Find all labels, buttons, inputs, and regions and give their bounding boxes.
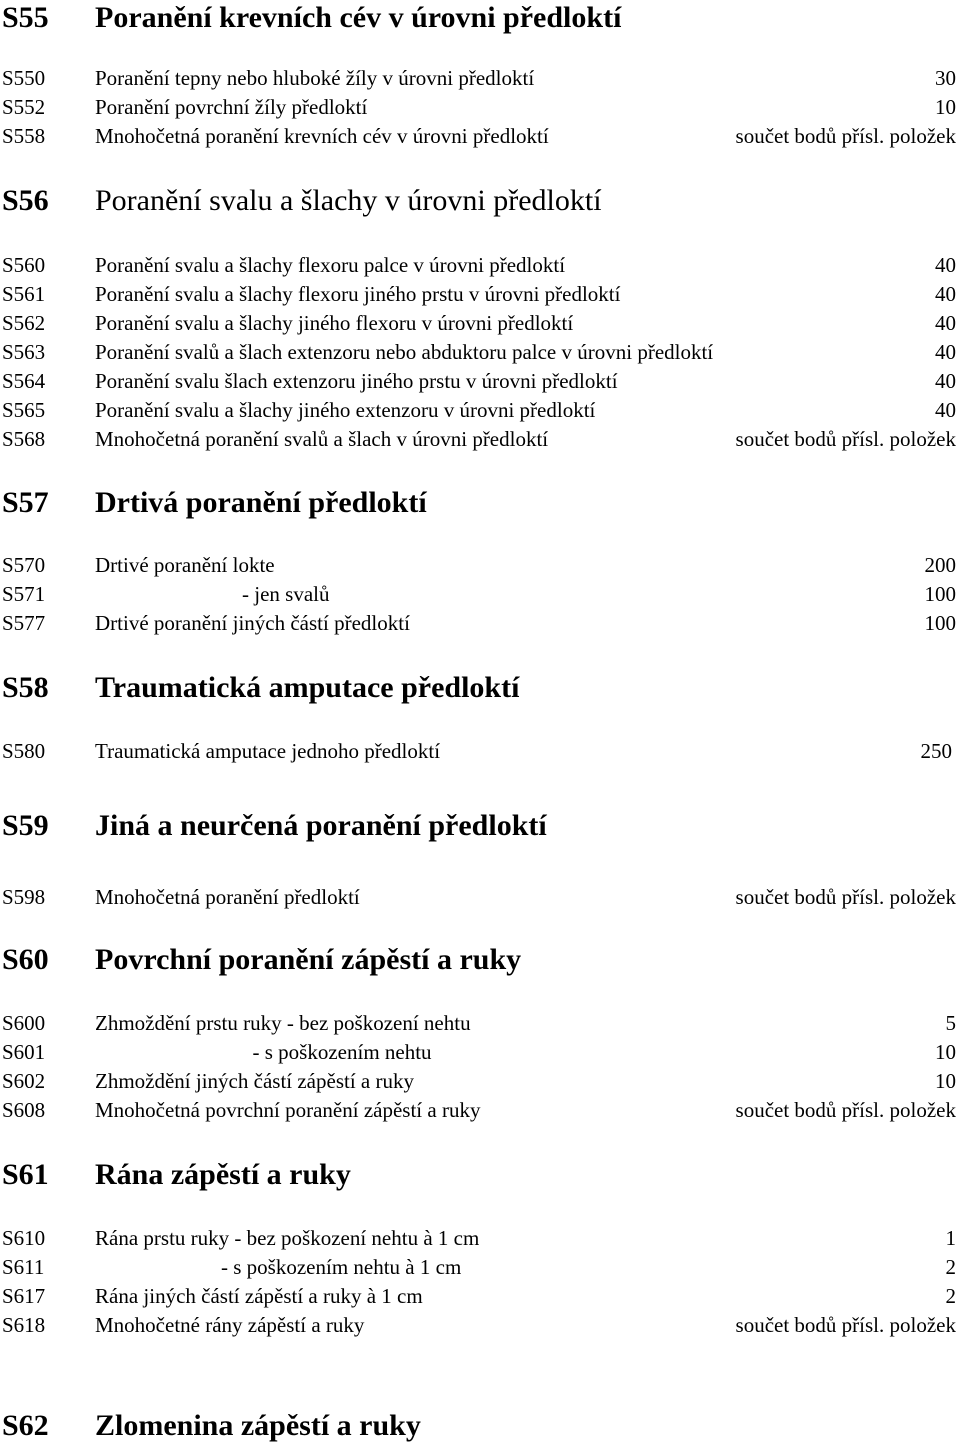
item-points: součet bodů přísl. položek xyxy=(735,124,956,148)
list-item xyxy=(0,1283,960,1309)
item-points: 5 xyxy=(945,1011,956,1035)
item-code: S560 xyxy=(2,253,46,277)
item-code: S568 xyxy=(2,427,46,451)
item-code: S570 xyxy=(2,553,46,577)
list-item xyxy=(0,552,960,578)
section-title: Drtivá poranění předloktí xyxy=(95,486,427,519)
item-code: S598 xyxy=(2,885,46,909)
item-description: Drtivé poranění lokte xyxy=(95,553,275,577)
list-item xyxy=(0,610,960,636)
section-heading xyxy=(0,1157,960,1197)
item-code: S580 xyxy=(2,739,46,763)
item-code: S610 xyxy=(2,1226,46,1250)
item-points: 40 xyxy=(935,311,956,335)
item-points: součet bodů přísl. položek xyxy=(735,1098,956,1122)
item-description: Poranění svalu a šlachy jiného extenzoru v úrovni předloktí xyxy=(95,398,596,422)
list-item xyxy=(0,1010,960,1036)
item-code: S565 xyxy=(2,398,46,422)
list-item xyxy=(0,94,960,120)
item-description: Poranění povrchní žíly předloktí xyxy=(95,95,368,119)
item-points: 10 xyxy=(935,95,956,119)
section-title: Zlomenina zápěstí a ruky xyxy=(95,1409,421,1442)
list-item xyxy=(0,1312,960,1338)
item-description: Poranění svalů a šlach extenzoru nebo abduktoru palce v úrovni předloktí xyxy=(95,340,714,364)
item-points: 40 xyxy=(935,398,956,422)
item-description: Rána prstu ruky - bez poškození nehtu à 1 cm xyxy=(95,1226,480,1250)
list-item xyxy=(0,884,960,910)
item-code: S552 xyxy=(2,95,46,119)
list-item xyxy=(0,123,960,149)
item-points: 40 xyxy=(935,282,956,306)
item-description: Zhmoždění prstu ruky - bez poškození nehtu xyxy=(95,1011,471,1035)
item-description: Poranění svalu a šlachy flexoru palce v úrovni předloktí xyxy=(95,253,566,277)
section-heading xyxy=(0,485,960,525)
item-code: S563 xyxy=(2,340,46,364)
section-code: S55 xyxy=(2,1,49,34)
item-points: součet bodů přísl. položek xyxy=(735,885,956,909)
section-title: Traumatická amputace předloktí xyxy=(95,671,520,704)
item-code: S562 xyxy=(2,311,46,335)
section-code: S58 xyxy=(2,671,49,704)
item-points: 250 xyxy=(920,739,952,763)
list-item xyxy=(0,397,960,423)
section-heading xyxy=(0,183,960,223)
item-points: součet bodů přísl. položek xyxy=(735,427,956,451)
section-heading xyxy=(0,808,960,848)
list-item xyxy=(0,339,960,365)
item-points: 200 xyxy=(924,553,956,577)
item-code: S601 xyxy=(2,1040,46,1064)
section-heading xyxy=(0,0,960,40)
list-item xyxy=(0,426,960,452)
item-description: Poranění svalu a šlachy jiného flexoru v úrovni předloktí xyxy=(95,311,574,335)
section-code: S59 xyxy=(2,809,49,842)
list-item xyxy=(0,368,960,394)
list-item xyxy=(0,1039,960,1065)
section-heading xyxy=(0,942,960,982)
item-points: 40 xyxy=(935,369,956,393)
section-code: S61 xyxy=(2,1158,49,1191)
item-code: S600 xyxy=(2,1011,46,1035)
item-points: 2 xyxy=(945,1255,956,1279)
list-item xyxy=(0,738,960,764)
list-item xyxy=(0,65,960,91)
item-code: S561 xyxy=(2,282,46,306)
section-title: Rána zápěstí a ruky xyxy=(95,1158,351,1191)
item-points: 40 xyxy=(935,253,956,277)
list-item xyxy=(0,310,960,336)
section-title: Poranění svalu a šlachy v úrovni předloktí xyxy=(95,184,602,217)
item-description: Mnohočetná poranění krevních cév v úrovni předloktí xyxy=(95,124,549,148)
item-description: Traumatická amputace jednoho předloktí xyxy=(95,739,441,763)
section-heading xyxy=(0,1408,960,1448)
list-item xyxy=(0,581,960,607)
item-description: Zhmoždění jiných částí zápěstí a ruky xyxy=(95,1069,414,1093)
item-description: Rána jiných částí zápěstí a ruky à 1 cm xyxy=(95,1284,423,1308)
item-description: Drtivé poranění jiných částí předloktí xyxy=(95,611,410,635)
item-code: S608 xyxy=(2,1098,46,1122)
item-code: S550 xyxy=(2,66,46,90)
item-code: S602 xyxy=(2,1069,46,1093)
item-description: Poranění svalu šlach extenzoru jiného prstu v úrovni předloktí xyxy=(95,369,618,393)
item-code: S577 xyxy=(2,611,46,635)
item-code: S564 xyxy=(2,369,46,393)
item-description: - s poškozením nehtu xyxy=(95,1040,432,1064)
list-item xyxy=(0,281,960,307)
list-item xyxy=(0,252,960,278)
section-title: Poranění krevních cév v úrovni předloktí xyxy=(95,1,622,34)
section-title: Jiná a neurčená poranění předloktí xyxy=(95,809,547,842)
section-heading xyxy=(0,670,960,710)
item-points: 1 xyxy=(945,1226,956,1250)
section-code: S62 xyxy=(2,1409,49,1442)
item-code: S611 xyxy=(2,1255,45,1279)
item-code: S617 xyxy=(2,1284,46,1308)
item-points: 100 xyxy=(924,582,956,606)
item-code: S618 xyxy=(2,1313,46,1337)
item-description: Mnohočetná poranění předloktí xyxy=(95,885,360,909)
item-description: Mnohočetná poranění svalů a šlach v úrovni předloktí xyxy=(95,427,549,451)
item-points: 10 xyxy=(935,1040,956,1064)
list-item xyxy=(0,1254,960,1280)
item-points: 30 xyxy=(935,66,956,90)
item-code: S571 xyxy=(2,582,46,606)
item-description: Poranění tepny nebo hluboké žíly v úrovni předloktí xyxy=(95,66,535,90)
item-description: Mnohočetné rány zápěstí a ruky xyxy=(95,1313,365,1337)
item-points: 10 xyxy=(935,1069,956,1093)
list-item xyxy=(0,1225,960,1251)
item-description: - jen svalů xyxy=(95,582,330,606)
item-description: Mnohočetná povrchní poranění zápěstí a ruky xyxy=(95,1098,481,1122)
section-code: S60 xyxy=(2,943,49,976)
item-points: 2 xyxy=(945,1284,956,1308)
section-title: Povrchní poranění zápěstí a ruky xyxy=(95,943,522,976)
item-description: Poranění svalu a šlachy flexoru jiného prstu v úrovni předloktí xyxy=(95,282,621,306)
list-item xyxy=(0,1097,960,1123)
item-code: S558 xyxy=(2,124,46,148)
list-item xyxy=(0,1068,960,1094)
item-points: součet bodů přísl. položek xyxy=(735,1313,956,1337)
section-code: S57 xyxy=(2,486,49,519)
item-points: 100 xyxy=(924,611,956,635)
section-code: S56 xyxy=(2,184,49,217)
item-description: - s poškozením nehtu à 1 cm xyxy=(95,1255,462,1279)
item-points: 40 xyxy=(935,340,956,364)
